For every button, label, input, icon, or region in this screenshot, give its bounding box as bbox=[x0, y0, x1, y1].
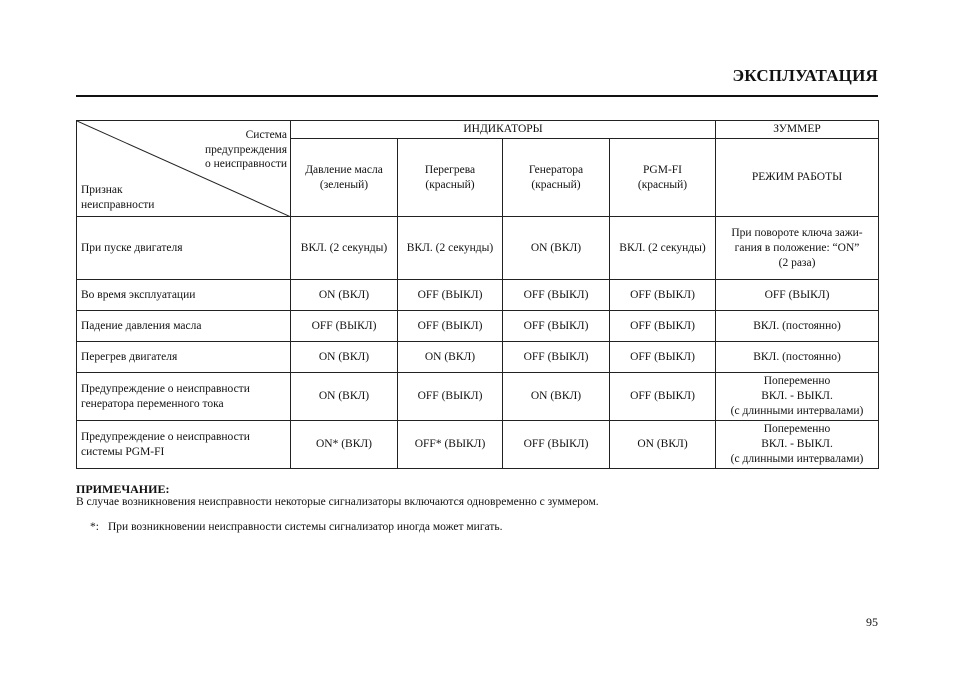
cell-buzzer: Попеременно ВКЛ. - ВЫКЛ. (с длинными интервалами) bbox=[716, 421, 879, 469]
cell-pgm-fi: ON (ВКЛ) bbox=[610, 421, 716, 469]
row-label: Падение давления масла bbox=[77, 311, 291, 342]
cell-buzzer: Попеременно ВКЛ. - ВЫКЛ. (с длинными интервалами) bbox=[716, 373, 879, 421]
footnote-mark: *: bbox=[90, 521, 99, 533]
table-row bbox=[77, 217, 879, 280]
col-header-pgm-fi: PGM-FI (красный) bbox=[610, 139, 716, 217]
cell-oil-pressure: OFF (ВЫКЛ) bbox=[291, 311, 398, 342]
page-number: 95 bbox=[866, 615, 878, 629]
note-text: В случае возникновения неисправности некоторые сигнализаторы включаются одновременно с зуммером. bbox=[76, 496, 599, 508]
cell-generator: ON (ВКЛ) bbox=[503, 217, 610, 280]
corner-header-cell bbox=[77, 121, 291, 217]
footnote-text: При возникновении неисправности системы сигнализатор иногда может мигать. bbox=[108, 521, 503, 533]
table-row bbox=[77, 342, 879, 373]
table-row bbox=[77, 373, 879, 421]
row-label: Предупреждение о неисправности генератора переменного тока bbox=[77, 373, 291, 421]
cell-generator: OFF (ВЫКЛ) bbox=[503, 421, 610, 469]
cell-buzzer: ВКЛ. (постоянно) bbox=[716, 311, 879, 342]
cell-overheat: ВКЛ. (2 секунды) bbox=[398, 217, 503, 280]
title-rule bbox=[76, 95, 878, 97]
cell-overheat: OFF (ВЫКЛ) bbox=[398, 280, 503, 311]
cell-oil-pressure: ВКЛ. (2 секунды) bbox=[291, 217, 398, 280]
cell-oil-pressure: ON (ВКЛ) bbox=[291, 342, 398, 373]
cell-pgm-fi: OFF (ВЫКЛ) bbox=[610, 280, 716, 311]
cell-overheat: OFF (ВЫКЛ) bbox=[398, 373, 503, 421]
cell-buzzer: При повороте ключа зажи- гания в положение: “ON” (2 раза) bbox=[716, 217, 879, 280]
cell-generator: ON (ВКЛ) bbox=[503, 373, 610, 421]
group-header-buzzer: ЗУММЕР bbox=[716, 121, 879, 139]
cell-overheat: OFF* (ВЫКЛ) bbox=[398, 421, 503, 469]
cell-oil-pressure: ON (ВКЛ) bbox=[291, 280, 398, 311]
col-header-operating-mode: РЕЖИМ РАБОТЫ bbox=[716, 139, 879, 217]
note-heading: ПРИМЕЧАНИЕ: bbox=[76, 482, 170, 496]
cell-oil-pressure: ON* (ВКЛ) bbox=[291, 421, 398, 469]
row-label: Перегрев двигателя bbox=[77, 342, 291, 373]
row-label: Предупреждение о неисправности системы PGM-FI bbox=[77, 421, 291, 469]
cell-generator: OFF (ВЫКЛ) bbox=[503, 311, 610, 342]
cell-oil-pressure: ON (ВКЛ) bbox=[291, 373, 398, 421]
warning-table bbox=[76, 120, 879, 469]
cell-pgm-fi: OFF (ВЫКЛ) bbox=[610, 373, 716, 421]
corner-symptom-label: Признак неисправности bbox=[81, 184, 155, 211]
cell-pgm-fi: OFF (ВЫКЛ) bbox=[610, 311, 716, 342]
table-row bbox=[77, 280, 879, 311]
col-header-generator: Генератора (красный) bbox=[503, 139, 610, 217]
cell-buzzer: ВКЛ. (постоянно) bbox=[716, 342, 879, 373]
cell-overheat: ON (ВКЛ) bbox=[398, 342, 503, 373]
table-row bbox=[77, 421, 879, 469]
page-title: ЭКСПЛУАТАЦИЯ bbox=[732, 66, 878, 85]
col-header-overheat: Перегрева (красный) bbox=[398, 139, 503, 217]
table-row bbox=[77, 311, 879, 342]
col-header-oil-pressure: Давление масла (зеленый) bbox=[291, 139, 398, 217]
cell-generator: OFF (ВЫКЛ) bbox=[503, 280, 610, 311]
row-label: Во время эксплуатации bbox=[77, 280, 291, 311]
cell-pgm-fi: ВКЛ. (2 секунды) bbox=[610, 217, 716, 280]
cell-pgm-fi: OFF (ВЫКЛ) bbox=[610, 342, 716, 373]
cell-buzzer: OFF (ВЫКЛ) bbox=[716, 280, 879, 311]
cell-overheat: OFF (ВЫКЛ) bbox=[398, 311, 503, 342]
row-label: При пуске двигателя bbox=[77, 217, 291, 280]
corner-system-label: Система предупреждения о неисправности bbox=[204, 129, 287, 170]
group-header-indicators: ИНДИКАТОРЫ bbox=[291, 121, 716, 139]
cell-generator: OFF (ВЫКЛ) bbox=[503, 342, 610, 373]
